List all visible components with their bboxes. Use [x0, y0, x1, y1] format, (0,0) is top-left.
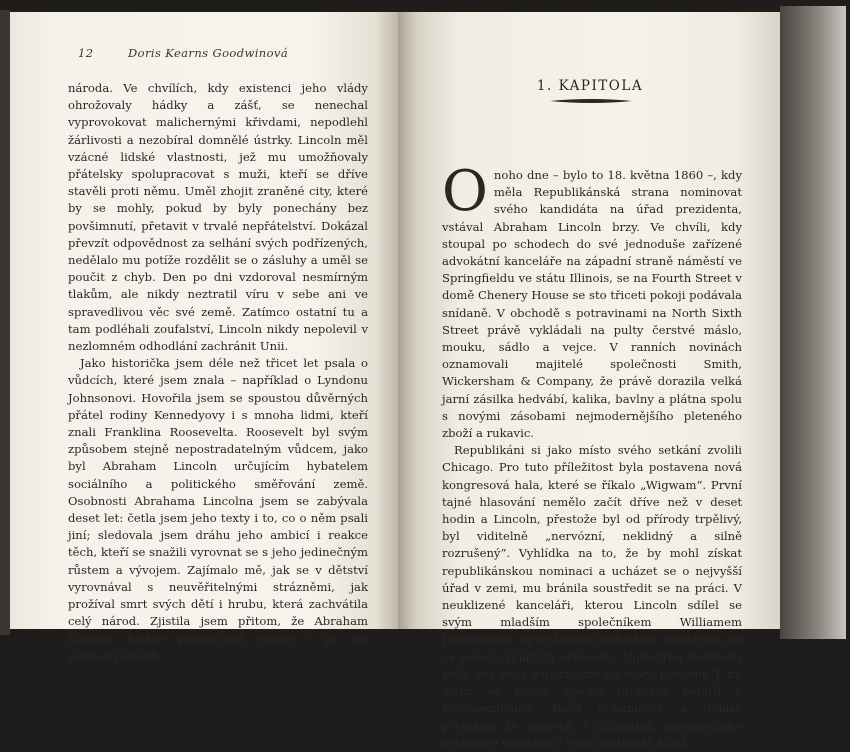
left-page	[10, 12, 398, 663]
page-number: 12	[78, 46, 94, 60]
paragraph	[442, 159, 742, 442]
left-body-text	[68, 80, 368, 665]
author-name: Doris Kearns Goodwinová	[128, 46, 289, 60]
running-head	[78, 46, 288, 60]
paragraph: národa. Ve chvílích, kdy existenci jeho vlády ohrožovaly hádky a zášť, se nenechal vyprovokovat malichernými křivdami, nepodlehl žárlivosti a nezobíral domnělé ústrky. Lincoln měl vzácné lidské vlastnosti, jež mu umožňovaly přátelsky spolupracovat s muži, kteří se dříve stavěli proti němu. Uměl zhojit zraněné city, které by se mohly, pokud by byly ponechány bez povšimnutí, přetavit v trvalé nepřátelství. Dokázal převzít odpovědnost za selhání svých podřízených, nedělalo mu potíže rozdělit se o zásluhy a uměl se poučit z chyb. Den po dni vzdoroval nesmírným tlakům, ale nikdy neztratil víru v sebe ani ve spravedlivou věc své země. Zatímco ostatní tu a tam podléhali zoufalství, Lincoln nikdy nepolevil v nezlomném odhodlání zachránit Unii.	[68, 81, 368, 354]
paragraph: Jako historička jsem déle než třicet let psala o vůdcích, které jsem znala – například o Lyndonu Johnsonovi. Hovořila jsem se spoustou důvěrných přátel rodiny Kennedyovy i s mnoha lidmi, kteří znali Franklina Roosevelta. Roosevelt byl svým způsobem stejně nepostradatelným vůdcem, jako byl Abraham Lincoln určujícím hybatelem sociálního a politického směřování země. Osobnosti Abrahama Lincolna jsem se zabývala deset let: četla jsem jeho texty i to, co o něm psali jiní; sledovala jsem dráhu jeho ambicí i reakce těch, kteří se snažili vyrovnat se s jeho jedinečným růstem a vývojem. Zajímalo mě, jak se v dětství vyrovnával s neuvěřitelnými strázněmi, jak prožíval smrt svých dětí i hrubu, která zachvátila celý národ. Zjistila jsem přitom, že Abraham Lincoln dokáže podněcovat emoce i po stu padesáti letech.	[68, 356, 368, 663]
chapter-rule-ornament	[550, 98, 632, 104]
chapter-title: 1. KAPITOLA	[536, 78, 644, 94]
paragraph: Republikáni si jako místo svého setkání zvolili Chicago. Pro tuto příležitost byla postavena nová kongresová hala, které se říkalo „Wigwam“. První tajné hlasování nemělo začít dříve než v deset hodin a Lincoln, přestože byl od přírody trpělivý, byl viditelně „nervózní, neklidný a silně rozrušený“. Vyhlídka na to, že by mohl získat republikánskou nominaci a ucházet se o nejvyšší úřad v zemi, mu bránila soustředit se na práci. V neuklizené kanceláři, kterou Lincoln sdílel se svým mladším společníkem Williamem Herndonem, by se leckdo nedokázal soustředit ani za méně vypjatých okolností. Uprostřed místnosti stály dva stoly uspořádané do tvaru písmene T, na nichž se kupily vysoké hromady papírů a korespondence. Další dokumenty a dopisy přetékaly ze zásuvek a přihrádek staromódního sekretáře stojícího v rohu místnosti. Když	[442, 443, 742, 750]
book-spine-edge	[0, 10, 10, 635]
right-page	[398, 12, 782, 750]
drop-cap: O	[442, 159, 488, 224]
book-fore-edge	[780, 6, 846, 639]
paragraph-text: noho dne – bylo to 18. května 1860 –, kdy měla Republikánská strana nominovat svého kandidáta na úřad prezidenta, vstával Abraham Lincoln brzy. Ve chvíli, kdy stoupal po schodech do své jednoduše zařízené advokátní kanceláře na západní straně náměstí ve Springfieldu ve státu Illinois, se na Fourth Street v domě Chenery House se sto třiceti pokoji podávala snídaně. V obchodě s potravinami na North Sixth Street právě vykládali na pulty čerstvé máslo, mouku, sádlo a vejce. V ranních novinách oznamovali majitelé společnosti Smith, Wickersham & Company, že právě dorazila velká jarní zásilka hedvábí, kalika, bavlny a plátna spolu s novými zásobami nejmodernějšího pleteného zboží a rukavic.	[442, 168, 742, 441]
right-body-text	[442, 159, 742, 752]
